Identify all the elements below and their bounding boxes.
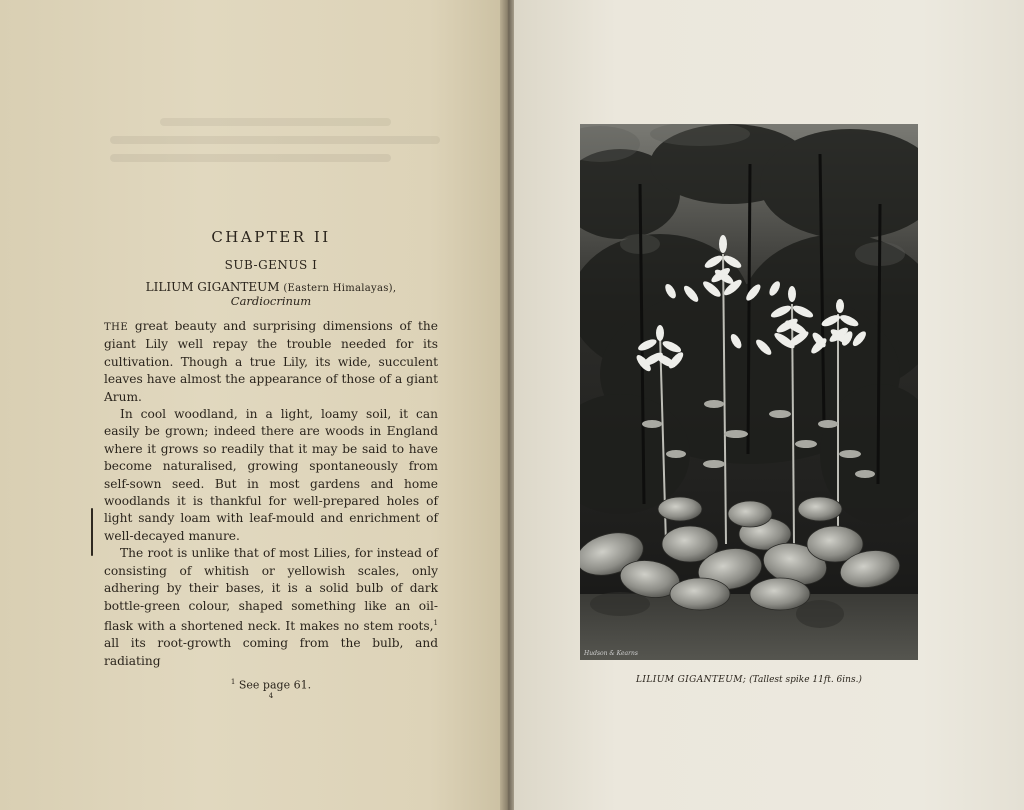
photo-credit: Hudson & Kearns — [584, 650, 638, 657]
photo-caption — [580, 675, 918, 685]
caption-title: LILIUM GIGANTEUM; — [636, 675, 747, 685]
species-origin: (Eastern Himalayas), — [283, 283, 397, 294]
paragraph-3-text-a: The root is unlike that of most Lilies, for instead of consisting of whitish or yellowish scales, only adhering by their bases, it is a solid bulb of dark bottle-green colour, shaped something like an oil-flask with a shortened neck. It makes no stem roots, — [104, 546, 438, 633]
species-heading — [104, 280, 438, 294]
genus-name: Cardiocrinum — [230, 294, 312, 308]
paragraph-1 — [104, 318, 438, 406]
footnote-marker: 1 — [230, 678, 236, 687]
body-text — [104, 318, 438, 670]
footnote — [104, 678, 438, 692]
paragraph-3 — [104, 545, 438, 670]
footnote-text: See page 61. — [238, 678, 312, 692]
paragraph-3-text-b: all its root-growth coming from the bulb, and radiating — [104, 636, 438, 668]
photo-illustration — [580, 124, 918, 660]
chapter-title: CHAPTER II — [211, 228, 331, 246]
caption-detail: (Tallest spike 11ft. 6ins.) — [749, 675, 862, 685]
page-number: 4 — [268, 691, 274, 700]
footnote-reference: 1 — [433, 618, 438, 627]
sub-genus-heading: SUB-GENUS I — [224, 258, 318, 272]
pencil-margin-mark — [91, 508, 93, 556]
species-name: LILIUM GIGANTEUM — [145, 280, 280, 294]
chapter-text-block — [104, 228, 438, 700]
paragraph-lead-word: THE — [104, 322, 129, 333]
left-page — [0, 0, 506, 810]
paragraph-1-text: great beauty and surprising dimensions of the giant Lily well repay the trouble needed for its cultivation. Though a true Lily, its wide, succulent leaves have almost the appearance of those of a giant Arum. — [104, 319, 438, 404]
paragraph-2: In cool woodland, in a light, loamy soil, it can easily be grown; indeed there are woods in England where it grows so readily that it may be said to have become naturalised, growing spontaneously from self-sown seed. But in most gardens and home woodlands it is thankful for well-prepared holes of light sandy loam with leaf-mould and enrichment of well-decayed manure. — [104, 407, 438, 543]
show-through-text — [110, 108, 440, 168]
lily-plant-photo — [580, 124, 918, 660]
